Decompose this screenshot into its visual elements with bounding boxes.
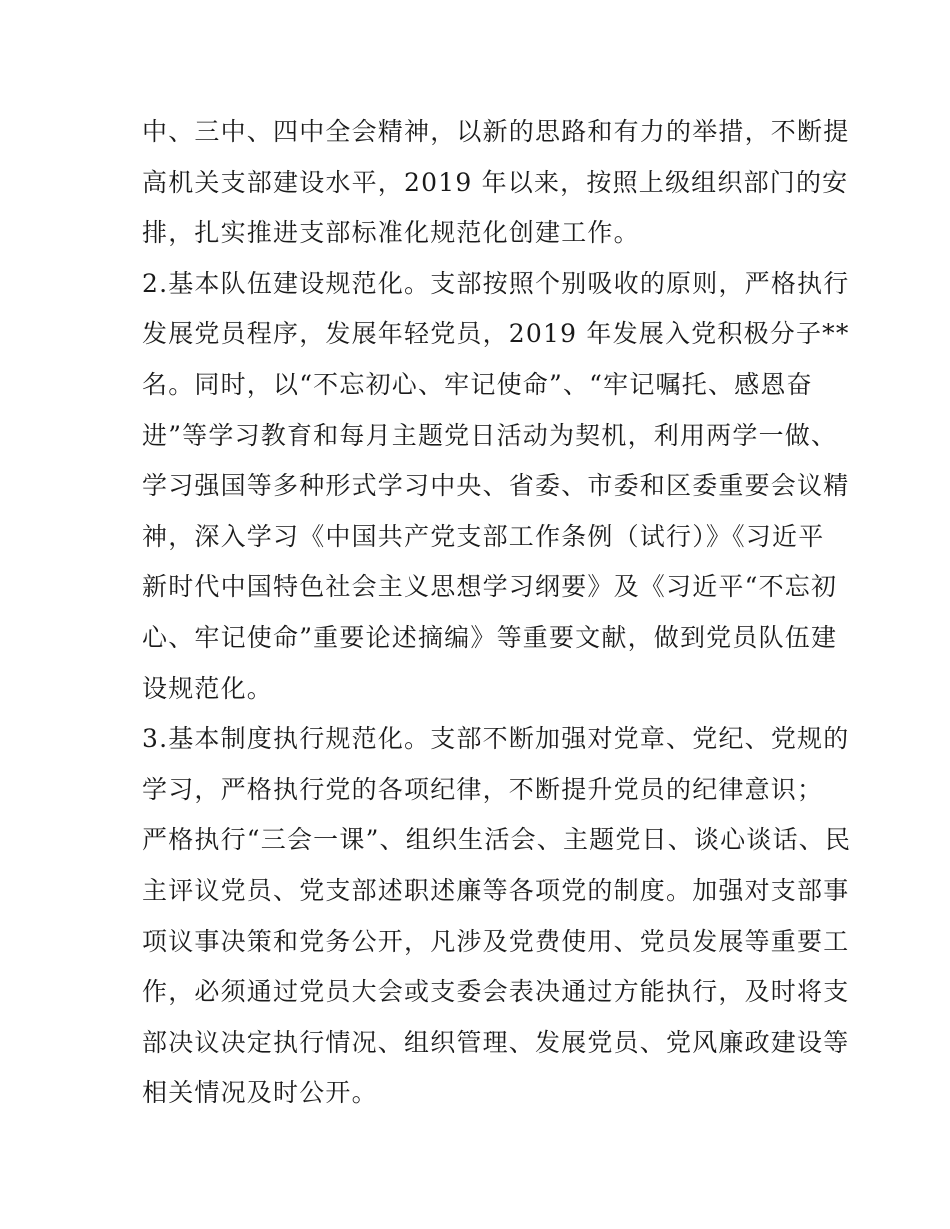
text-line: 新时代中国特色社会主义思想学习纲要》及《习近平“不忘初 [142,572,838,602]
text-line: 相关情况及时公开。 [142,1078,378,1108]
section-3-heading-line: 3.基本制度执行规范化。支部不断加强对党章、党纪、党规的 [142,724,850,754]
text-line: 中、三中、四中全会精神，以新的思路和有力的举措，不断提 [142,117,850,146]
text-line: 主评议党员、党支部述职述廉等各项党的制度。加强对支部事 [142,875,850,905]
text-line: 严格执行“三会一课”、组织生活会、主题党日、谈心谈话、民 [142,825,852,855]
text-line: 部决议决定执行情况、组织管理、发展党员、党风廉政建设等 [142,1027,850,1057]
text-line: 作，必须通过党员大会或支委会表决通过方能执行，及时将支 [142,977,850,1007]
document-body [142,107,852,1119]
text-line: 心、牢记使命”重要论述摘编》等重要文献，做到党员队伍建 [142,622,838,652]
text-line: 学习强国等多种形式学习中央、省委、市委和区委重要会议精 [142,471,850,501]
text-line: 学习，严格执行党的各项纪律，不断提升党员的纪律意识； [142,774,824,804]
text-line: 排，扎实推进支部标准化规范化创建工作。 [142,218,640,248]
text-line: 高机关支部建设水平，2019 年以来，按照上级组织部门的安 [142,167,849,197]
text-line: 名。同时，以“不忘初心、牢记使命”、“牢记嘱托、感恩奋 [142,369,813,399]
text-line: 发展党员程序，发展年轻党员，2019 年发展入党积极分子** [142,319,850,349]
text-line: 项议事决策和党务公开，凡涉及党费使用、党员发展等重要工 [142,926,850,956]
text-line: 设规范化。 [142,673,274,703]
text-line: 进”等学习教育和每月主题党日活动为契机，利用两学一做、 [142,420,838,450]
section-2-heading-line: 2.基本队伍建设规范化。支部按照个别吸收的原则，严格执行 [142,268,850,298]
text-line: 神，深入学习《中国共产党支部工作条例（试行）》《习近平 [142,521,825,551]
